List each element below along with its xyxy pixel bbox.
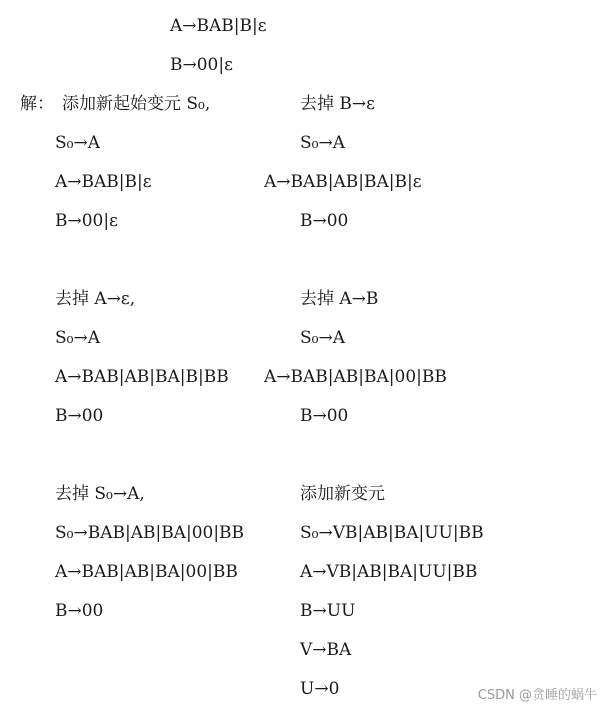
step-title: 添加新起始变元 S₀, — [62, 94, 211, 114]
step-title: 去掉 B→ε — [300, 94, 375, 114]
step-rule: A→BAB|B|ε — [55, 172, 152, 192]
step-rule: A→BAB|AB|BA|00|BB — [55, 562, 238, 582]
step-rule: B→00 — [300, 406, 349, 426]
step-rule: B→00|ε — [55, 211, 118, 231]
step-rule: A→BAB|AB|BA|00|BB — [264, 367, 447, 387]
step-rule: U→0 — [300, 679, 340, 699]
step-title: 去掉 A→ε, — [55, 289, 136, 309]
step-rule: S₀→A — [300, 133, 345, 153]
step-rule: S₀→A — [300, 328, 345, 348]
step-rule: S₀→A — [55, 133, 100, 153]
problem-rule-b: B→00|ε — [170, 55, 233, 75]
step-rule: B→00 — [55, 406, 104, 426]
step-rule: B→00 — [55, 601, 104, 621]
step-rule: S₀→BAB|AB|BA|00|BB — [55, 523, 245, 543]
step-title: 去掉 S₀→A, — [55, 484, 145, 504]
step-title: 添加新变元 — [300, 484, 385, 504]
solution-label: 解： — [20, 94, 54, 114]
watermark: CSDN @贪睡的蜗牛 — [477, 688, 597, 703]
step-rule: V→BA — [300, 640, 352, 660]
step-rule: A→BAB|AB|BA|B|BB — [55, 367, 229, 387]
step-title: 去掉 A→B — [300, 289, 379, 309]
step-rule: B→UU — [300, 601, 356, 621]
step-rule: B→00 — [300, 211, 349, 231]
step-rule: S₀→A — [55, 328, 100, 348]
step-rule: S₀→VB|AB|BA|UU|BB — [300, 523, 484, 543]
problem-rule-a: A→BAB|B|ε — [170, 16, 267, 36]
step-rule: A→BAB|AB|BA|B|ε — [264, 172, 422, 192]
step-rule: A→VB|AB|BA|UU|BB — [300, 562, 478, 582]
